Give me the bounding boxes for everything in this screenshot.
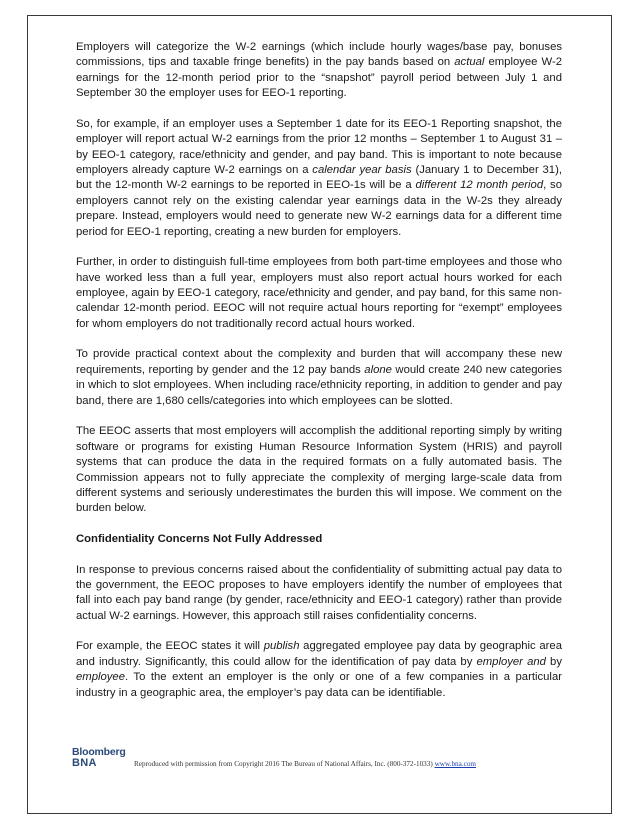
text-run: aggregated employee pay data by geographic area and industry. Significantly, this could allow for the identification of pay data by: [76, 640, 562, 668]
text-run: . To the extent an employer is the only or one of a few companies in a particular industry in a geographic area, the employer’s pay data can be identifiable.: [76, 671, 562, 699]
italic-emphasis: calendar year basis: [312, 164, 412, 177]
text-run: would create 240 new categories in which to slot employees. When including race/ethnicity reporting, in addition to gender and pay band, there are 1,680 cells/categories into which employees can be slotted.: [76, 363, 562, 407]
text-run: employee W-2 earnings for the 12-month period prior to the “snapshot” payroll period between July 1 and September 30 the employer uses for EEO-1 reporting.: [76, 56, 562, 100]
logo-line-2: BNA: [72, 757, 97, 769]
text-run: Employers will categorize the W-2 earnings (which include hourly wages/base pay, bonuses commissions, tips and taxable fringe benefits) in the pay bands based on: [76, 41, 562, 69]
body-paragraph: [76, 255, 562, 332]
italic-emphasis: actual: [454, 56, 485, 69]
body-paragraph: [76, 40, 562, 102]
bloomberg-bna-logo: [72, 747, 132, 769]
text-run: , so employers cannot rely on the existing calendar year earnings data in the W-2s they already prepare. Instead, employers would need to generate new W-2 earnings data for a different time period for EEO-1 reporting, creating a new burden for employers.: [76, 179, 562, 238]
body-paragraph: [76, 639, 562, 701]
italic-emphasis: different 12 month period: [415, 179, 544, 192]
body-paragraph: [76, 347, 562, 409]
copyright-credit: [134, 760, 476, 768]
text-run: Further, in order to distinguish full-time employees from both part-time employees and those who have worked less than a full year, employers must also report actual hours worked for each employee, again by EEO-1 category, race/ethnicity and gender, and pay band, for this same non-calendar 12-month period. EEOC will not require actual hours reporting for “exempt” employees for whom employers do not traditionally record actual hours worked.: [76, 256, 562, 330]
section-heading: [76, 532, 562, 547]
text-run: Confidentiality Concerns Not Fully Addressed: [76, 532, 323, 545]
page-footer: [72, 745, 572, 775]
text-run: For example, the EEOC states it will: [76, 640, 264, 653]
body-paragraph: [76, 563, 562, 625]
text-run: To provide practical context about the complexity and burden that will accompany these new requirements, reporting by gender and the 12 pay bands: [76, 348, 562, 376]
text-run: The EEOC asserts that most employers will accomplish the additional reporting simply by writing software or programs for existing Human Resource Information System (HRIS) and payroll systems that can produce the data in the required formats on a fully automated basis. The Commission appears not to fully appreciate the complexity of merging large-scale data from different systems and seriously underestimates the burden this will impose. We comment on the burden below.: [76, 425, 562, 515]
italic-emphasis: employee: [76, 671, 125, 684]
text-run: by: [545, 655, 562, 668]
credit-text: Reproduced with permission from Copyright 2016 The Bureau of National Affairs, Inc. (800-372-1033): [134, 760, 435, 768]
document-body: [76, 40, 562, 716]
body-paragraph: [76, 117, 562, 240]
italic-emphasis: employer and: [476, 655, 546, 668]
text-run: So, for example, if an employer uses a September 1 date for its EEO-1 Reporting snapshot, the employer will report actual W-2 earnings from the prior 12 months – September 1 to August 31 –by EEO-1 category, race/ethnicity and gender, and pay band. This is important to note because employers already capture W-2 earnings on a: [76, 117, 562, 177]
italic-emphasis: alone: [364, 363, 392, 376]
text-run: (January 1 to December 31), but the 12-month W-2 earnings to be reported in EEO-1s will be a: [76, 164, 562, 192]
logo-line-1: Bloomberg: [72, 746, 126, 758]
bna-website-link[interactable]: www.bna.com: [434, 760, 477, 768]
text-run: In response to previous concerns raised about the confidentiality of submitting actual pay data to the government, the EEOC proposes to have employers identify the number of employees that fall into each pay band range (by gender, race/ethnicity and EEO-1 category) rather than provide actual W-2 earnings. However, this approach still raises confidentiality concerns.: [76, 563, 562, 622]
italic-emphasis: publish: [263, 640, 300, 653]
body-paragraph: [76, 424, 562, 516]
